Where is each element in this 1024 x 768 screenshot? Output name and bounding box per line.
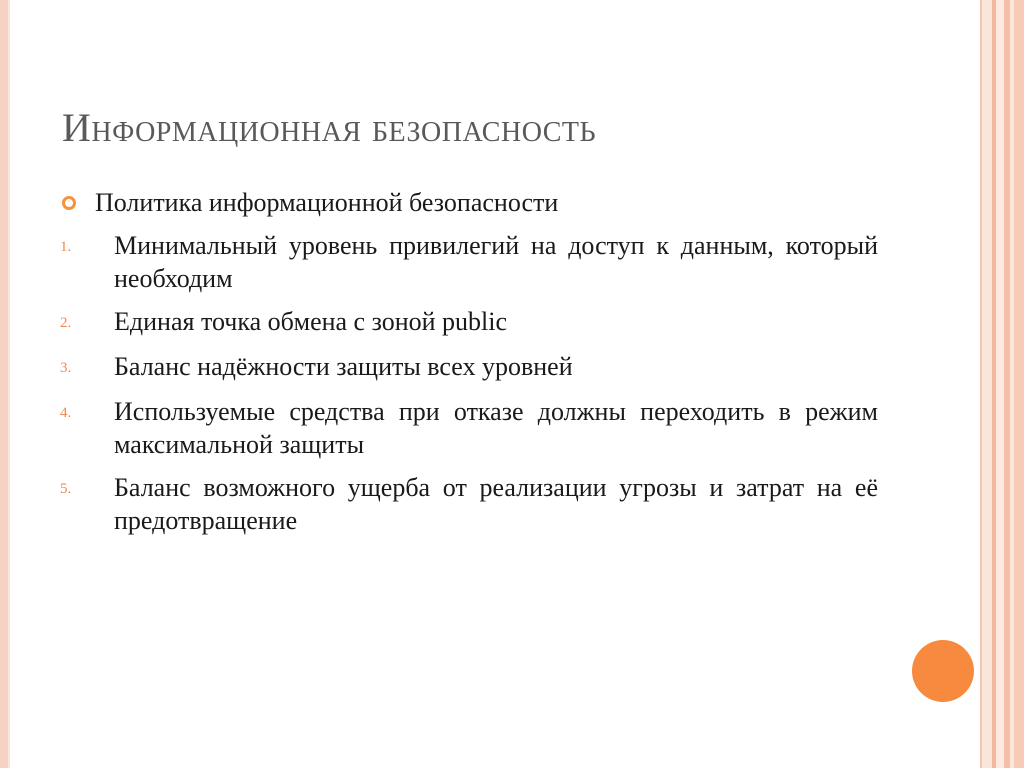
ring-bullet-icon — [60, 186, 95, 219]
list-item-5 — [60, 471, 878, 537]
slide-title: Информационная безопасность — [62, 105, 597, 150]
list-number: 2. — [60, 315, 72, 331]
list-text: Баланс надёжности защиты всех уровней — [114, 352, 573, 381]
orange-circle — [912, 640, 974, 702]
list-text: Минимальный уровень привилегий на доступ к данным, который необходим — [114, 231, 878, 293]
list-item-1 — [60, 229, 878, 295]
list-item-2 — [60, 305, 878, 340]
bullet-item — [60, 186, 878, 219]
slide-content — [60, 186, 878, 547]
list-number: 5. — [60, 481, 72, 497]
list-text: Используемые средства при отказе должны переходить в режим максимальной защиты — [114, 397, 878, 459]
left-frame-inner-border — [8, 0, 10, 768]
list-item-4 — [60, 395, 878, 461]
list-text: Баланс возможного ущерба от реализации угрозы и затрат на её предотвращение — [114, 473, 878, 535]
bullet-text: Политика информационной безопасности — [95, 188, 559, 217]
list-text: Единая точка обмена с зоной public — [114, 307, 508, 336]
stripe — [996, 0, 1004, 768]
stripe — [1014, 0, 1024, 768]
right-decorative-stripes — [980, 0, 1024, 768]
list-number: 4. — [60, 405, 72, 421]
list-number: 1. — [60, 239, 72, 255]
list-item-3 — [60, 350, 878, 385]
list-number: 3. — [60, 360, 72, 376]
left-frame-border — [0, 0, 8, 768]
stripe — [982, 0, 992, 768]
